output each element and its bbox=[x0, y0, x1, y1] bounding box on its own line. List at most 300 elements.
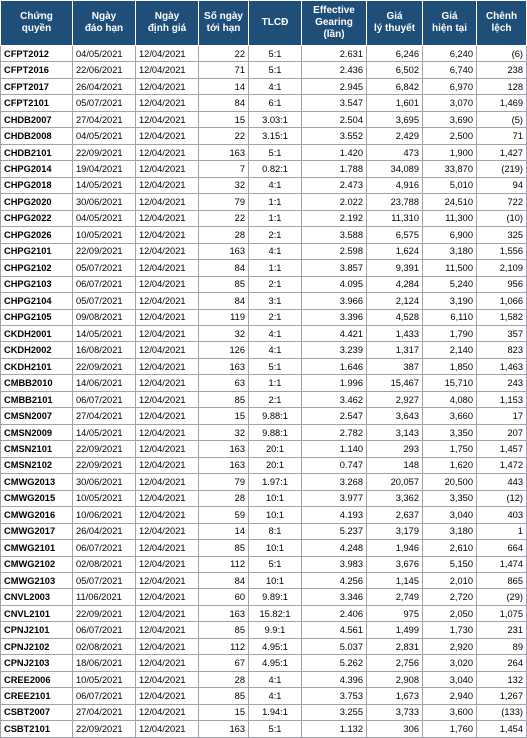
cell-theoretical-price: 3,676 bbox=[367, 556, 423, 572]
cell-warrant-code: CREE2006 bbox=[1, 671, 73, 687]
cell-current-price: 2,940 bbox=[423, 688, 477, 704]
cell-warrant-code: CHDB2008 bbox=[1, 128, 73, 144]
cell-maturity-date: 22/09/2021 bbox=[73, 144, 136, 160]
table-row bbox=[1, 507, 527, 523]
cell-price-difference: 325 bbox=[477, 227, 527, 243]
cell-days-to-maturity: 85 bbox=[199, 622, 249, 638]
cell-valuation-date: 12/04/2021 bbox=[136, 605, 199, 621]
cell-conversion-ratio: 1.97:1 bbox=[249, 474, 302, 490]
cell-theoretical-price: 306 bbox=[367, 721, 423, 737]
cell-warrant-code: CMSN2102 bbox=[1, 457, 73, 473]
cell-current-price: 3,660 bbox=[423, 408, 477, 424]
cell-days-to-maturity: 163 bbox=[199, 358, 249, 374]
cell-days-to-maturity: 32 bbox=[199, 424, 249, 440]
cell-conversion-ratio: 9.88:1 bbox=[249, 408, 302, 424]
cell-theoretical-price: 3,362 bbox=[367, 490, 423, 506]
cell-conversion-ratio: 4:1 bbox=[249, 325, 302, 341]
cell-valuation-date: 12/04/2021 bbox=[136, 325, 199, 341]
cell-price-difference: 89 bbox=[477, 638, 527, 654]
cell-conversion-ratio: 4.95:1 bbox=[249, 638, 302, 654]
cell-effective-gearing: 2.547 bbox=[302, 408, 367, 424]
cell-days-to-maturity: 32 bbox=[199, 177, 249, 193]
cell-days-to-maturity: 85 bbox=[199, 540, 249, 556]
cell-maturity-date: 22/09/2021 bbox=[73, 358, 136, 374]
table-row bbox=[1, 605, 527, 621]
cell-theoretical-price: 1,601 bbox=[367, 95, 423, 111]
cell-days-to-maturity: 85 bbox=[199, 688, 249, 704]
cell-theoretical-price: 975 bbox=[367, 605, 423, 621]
cell-effective-gearing: 4.248 bbox=[302, 540, 367, 556]
cell-conversion-ratio: 5:1 bbox=[249, 556, 302, 572]
cell-effective-gearing: 3.753 bbox=[302, 688, 367, 704]
cell-price-difference: 132 bbox=[477, 671, 527, 687]
cell-valuation-date: 12/04/2021 bbox=[136, 441, 199, 457]
cell-maturity-date: 18/06/2021 bbox=[73, 655, 136, 671]
cell-price-difference: (219) bbox=[477, 161, 527, 177]
cell-days-to-maturity: 28 bbox=[199, 671, 249, 687]
cell-current-price: 6,240 bbox=[423, 46, 477, 62]
cell-warrant-code: CMSN2007 bbox=[1, 408, 73, 424]
table-row bbox=[1, 540, 527, 556]
cell-maturity-date: 14/05/2021 bbox=[73, 424, 136, 440]
cell-warrant-code: CHPG2022 bbox=[1, 210, 73, 226]
table-row bbox=[1, 293, 527, 309]
cell-warrant-code: CMWG2013 bbox=[1, 474, 73, 490]
table-row bbox=[1, 276, 527, 292]
cell-price-difference: 865 bbox=[477, 573, 527, 589]
cell-warrant-code: CHPG2102 bbox=[1, 260, 73, 276]
cell-effective-gearing: 3.983 bbox=[302, 556, 367, 572]
cell-conversion-ratio: 8:1 bbox=[249, 523, 302, 539]
cell-current-price: 2,720 bbox=[423, 589, 477, 605]
cell-price-difference: (133) bbox=[477, 704, 527, 720]
cell-maturity-date: 06/07/2021 bbox=[73, 276, 136, 292]
table-row bbox=[1, 391, 527, 407]
cell-valuation-date: 12/04/2021 bbox=[136, 507, 199, 523]
table-row bbox=[1, 210, 527, 226]
cell-theoretical-price: 2,749 bbox=[367, 589, 423, 605]
cell-conversion-ratio: 4:1 bbox=[249, 177, 302, 193]
cell-conversion-ratio: 3:1 bbox=[249, 293, 302, 309]
cell-warrant-code: CMBB2101 bbox=[1, 391, 73, 407]
cell-valuation-date: 12/04/2021 bbox=[136, 391, 199, 407]
cell-conversion-ratio: 4:1 bbox=[249, 342, 302, 358]
cell-conversion-ratio: 15.82:1 bbox=[249, 605, 302, 621]
cell-current-price: 15,710 bbox=[423, 375, 477, 391]
cell-conversion-ratio: 1:1 bbox=[249, 210, 302, 226]
cell-price-difference: 231 bbox=[477, 622, 527, 638]
cell-maturity-date: 09/08/2021 bbox=[73, 309, 136, 325]
cell-price-difference: 1,427 bbox=[477, 144, 527, 160]
cell-effective-gearing: 1.646 bbox=[302, 358, 367, 374]
cell-price-difference: 443 bbox=[477, 474, 527, 490]
table-body bbox=[1, 46, 527, 738]
cell-maturity-date: 22/09/2021 bbox=[73, 721, 136, 737]
cell-maturity-date: 22/09/2021 bbox=[73, 243, 136, 259]
cell-current-price: 3,070 bbox=[423, 95, 477, 111]
cell-days-to-maturity: 163 bbox=[199, 605, 249, 621]
cell-valuation-date: 12/04/2021 bbox=[136, 704, 199, 720]
cell-effective-gearing: 3.255 bbox=[302, 704, 367, 720]
cell-conversion-ratio: 6:1 bbox=[249, 95, 302, 111]
cell-current-price: 1,900 bbox=[423, 144, 477, 160]
cell-theoretical-price: 2,756 bbox=[367, 655, 423, 671]
cell-effective-gearing: 1.996 bbox=[302, 375, 367, 391]
cell-conversion-ratio: 5:1 bbox=[249, 62, 302, 78]
cell-days-to-maturity: 163 bbox=[199, 441, 249, 457]
cell-current-price: 2,010 bbox=[423, 573, 477, 589]
cell-effective-gearing: 4.256 bbox=[302, 573, 367, 589]
cell-valuation-date: 12/04/2021 bbox=[136, 573, 199, 589]
cell-theoretical-price: 2,637 bbox=[367, 507, 423, 523]
cell-price-difference: 1,474 bbox=[477, 556, 527, 572]
cell-conversion-ratio: 9.88:1 bbox=[249, 424, 302, 440]
table-row bbox=[1, 78, 527, 94]
cell-theoretical-price: 4,284 bbox=[367, 276, 423, 292]
cell-days-to-maturity: 84 bbox=[199, 293, 249, 309]
cell-maturity-date: 19/04/2021 bbox=[73, 161, 136, 177]
cell-warrant-code: CMWG2103 bbox=[1, 573, 73, 589]
cell-days-to-maturity: 85 bbox=[199, 391, 249, 407]
cell-valuation-date: 12/04/2021 bbox=[136, 128, 199, 144]
table-row bbox=[1, 490, 527, 506]
table-row bbox=[1, 573, 527, 589]
cell-theoretical-price: 2,831 bbox=[367, 638, 423, 654]
cell-maturity-date: 02/08/2021 bbox=[73, 638, 136, 654]
cell-theoretical-price: 1,624 bbox=[367, 243, 423, 259]
cell-warrant-code: CHPG2105 bbox=[1, 309, 73, 325]
cell-valuation-date: 12/04/2021 bbox=[136, 408, 199, 424]
cell-warrant-code: CHPG2026 bbox=[1, 227, 73, 243]
cell-conversion-ratio: 1:1 bbox=[249, 260, 302, 276]
cell-maturity-date: 05/07/2021 bbox=[73, 95, 136, 111]
cell-current-price: 5,240 bbox=[423, 276, 477, 292]
cell-current-price: 1,750 bbox=[423, 441, 477, 457]
table-row bbox=[1, 243, 527, 259]
table-row bbox=[1, 161, 527, 177]
cell-days-to-maturity: 28 bbox=[199, 490, 249, 506]
cell-maturity-date: 02/08/2021 bbox=[73, 556, 136, 572]
cell-days-to-maturity: 79 bbox=[199, 474, 249, 490]
cell-effective-gearing: 2.406 bbox=[302, 605, 367, 621]
cell-effective-gearing: 1.420 bbox=[302, 144, 367, 160]
cell-valuation-date: 12/04/2021 bbox=[136, 490, 199, 506]
cell-conversion-ratio: 4:1 bbox=[249, 78, 302, 94]
cell-conversion-ratio: 3.03:1 bbox=[249, 111, 302, 127]
cell-conversion-ratio: 0.82:1 bbox=[249, 161, 302, 177]
table-row bbox=[1, 62, 527, 78]
cell-conversion-ratio: 3.15:1 bbox=[249, 128, 302, 144]
cell-price-difference: 823 bbox=[477, 342, 527, 358]
cell-effective-gearing: 4.193 bbox=[302, 507, 367, 523]
cell-effective-gearing: 3.547 bbox=[302, 95, 367, 111]
cell-theoretical-price: 3,733 bbox=[367, 704, 423, 720]
cell-effective-gearing: 3.588 bbox=[302, 227, 367, 243]
cell-days-to-maturity: 22 bbox=[199, 46, 249, 62]
cell-valuation-date: 12/04/2021 bbox=[136, 46, 199, 62]
cell-warrant-code: CKDH2002 bbox=[1, 342, 73, 358]
cell-maturity-date: 26/04/2021 bbox=[73, 78, 136, 94]
cell-price-difference: 264 bbox=[477, 655, 527, 671]
cell-days-to-maturity: 15 bbox=[199, 111, 249, 127]
cell-warrant-code: CMWG2102 bbox=[1, 556, 73, 572]
cell-price-difference: (10) bbox=[477, 210, 527, 226]
cell-current-price: 20,500 bbox=[423, 474, 477, 490]
cell-theoretical-price: 15,467 bbox=[367, 375, 423, 391]
cell-warrant-code: CHPG2101 bbox=[1, 243, 73, 259]
cell-price-difference: 1,556 bbox=[477, 243, 527, 259]
cell-current-price: 2,610 bbox=[423, 540, 477, 556]
cell-effective-gearing: 3.346 bbox=[302, 589, 367, 605]
table-row bbox=[1, 95, 527, 111]
table-row bbox=[1, 523, 527, 539]
column-header-maturity-date: Ngày đáo hạn bbox=[73, 1, 136, 46]
cell-price-difference: 1,457 bbox=[477, 441, 527, 457]
cell-effective-gearing: 1.132 bbox=[302, 721, 367, 737]
cell-theoretical-price: 6,502 bbox=[367, 62, 423, 78]
cell-days-to-maturity: 67 bbox=[199, 655, 249, 671]
cell-effective-gearing: 5.237 bbox=[302, 523, 367, 539]
cell-warrant-code: CFPT2017 bbox=[1, 78, 73, 94]
cell-theoretical-price: 2,124 bbox=[367, 293, 423, 309]
table-row bbox=[1, 342, 527, 358]
cell-warrant-code: CNVL2101 bbox=[1, 605, 73, 621]
table-row bbox=[1, 424, 527, 440]
table-row bbox=[1, 227, 527, 243]
cell-valuation-date: 12/04/2021 bbox=[136, 457, 199, 473]
cell-maturity-date: 22/09/2021 bbox=[73, 441, 136, 457]
cell-maturity-date: 22/09/2021 bbox=[73, 457, 136, 473]
cell-current-price: 3,040 bbox=[423, 671, 477, 687]
cell-conversion-ratio: 2:1 bbox=[249, 391, 302, 407]
cell-warrant-code: CHPG2020 bbox=[1, 194, 73, 210]
cell-effective-gearing: 2.022 bbox=[302, 194, 367, 210]
cell-days-to-maturity: 163 bbox=[199, 457, 249, 473]
table-row bbox=[1, 474, 527, 490]
cell-days-to-maturity: 22 bbox=[199, 128, 249, 144]
cell-current-price: 5,010 bbox=[423, 177, 477, 193]
cell-valuation-date: 12/04/2021 bbox=[136, 227, 199, 243]
cell-effective-gearing: 3.239 bbox=[302, 342, 367, 358]
cell-price-difference: 1,469 bbox=[477, 95, 527, 111]
cell-maturity-date: 30/06/2021 bbox=[73, 194, 136, 210]
cell-effective-gearing: 0.747 bbox=[302, 457, 367, 473]
column-header-theoretical-price: Giá lý thuyết bbox=[367, 1, 423, 46]
cell-theoretical-price: 2,908 bbox=[367, 671, 423, 687]
cell-valuation-date: 12/04/2021 bbox=[136, 342, 199, 358]
cell-maturity-date: 04/05/2021 bbox=[73, 210, 136, 226]
cell-current-price: 3,600 bbox=[423, 704, 477, 720]
cell-maturity-date: 10/05/2021 bbox=[73, 227, 136, 243]
cell-maturity-date: 05/07/2021 bbox=[73, 293, 136, 309]
cell-days-to-maturity: 84 bbox=[199, 573, 249, 589]
cell-effective-gearing: 3.966 bbox=[302, 293, 367, 309]
cell-maturity-date: 06/07/2021 bbox=[73, 622, 136, 638]
cell-conversion-ratio: 5:1 bbox=[249, 46, 302, 62]
cell-theoretical-price: 3,179 bbox=[367, 523, 423, 539]
cell-theoretical-price: 1,145 bbox=[367, 573, 423, 589]
cell-conversion-ratio: 10:1 bbox=[249, 490, 302, 506]
cell-conversion-ratio: 2:1 bbox=[249, 309, 302, 325]
cell-days-to-maturity: 59 bbox=[199, 507, 249, 523]
cell-days-to-maturity: 163 bbox=[199, 144, 249, 160]
cell-warrant-code: CMWG2101 bbox=[1, 540, 73, 556]
table-row bbox=[1, 622, 527, 638]
cell-effective-gearing: 5.037 bbox=[302, 638, 367, 654]
cell-price-difference: 1,454 bbox=[477, 721, 527, 737]
cell-effective-gearing: 2.631 bbox=[302, 46, 367, 62]
cell-valuation-date: 12/04/2021 bbox=[136, 260, 199, 276]
cell-maturity-date: 04/05/2021 bbox=[73, 46, 136, 62]
cell-days-to-maturity: 71 bbox=[199, 62, 249, 78]
cell-valuation-date: 12/04/2021 bbox=[136, 622, 199, 638]
cell-theoretical-price: 9,391 bbox=[367, 260, 423, 276]
cell-warrant-code: CMWG2016 bbox=[1, 507, 73, 523]
cell-price-difference: 207 bbox=[477, 424, 527, 440]
cell-current-price: 3,190 bbox=[423, 293, 477, 309]
cell-maturity-date: 27/04/2021 bbox=[73, 704, 136, 720]
cell-valuation-date: 12/04/2021 bbox=[136, 78, 199, 94]
cell-valuation-date: 12/04/2021 bbox=[136, 161, 199, 177]
column-header-conversion-ratio: TLCĐ bbox=[249, 1, 302, 46]
cell-price-difference: 1,066 bbox=[477, 293, 527, 309]
column-header-effective-gearing: Effective Gearing (lần) bbox=[302, 1, 367, 46]
cell-warrant-code: CHDB2101 bbox=[1, 144, 73, 160]
cell-warrant-code: CPNJ2102 bbox=[1, 638, 73, 654]
cell-days-to-maturity: 84 bbox=[199, 260, 249, 276]
cell-price-difference: 1 bbox=[477, 523, 527, 539]
cell-warrant-code: CHPG2104 bbox=[1, 293, 73, 309]
cell-price-difference: 403 bbox=[477, 507, 527, 523]
table-row bbox=[1, 556, 527, 572]
cell-current-price: 3,040 bbox=[423, 507, 477, 523]
cell-effective-gearing: 3.857 bbox=[302, 260, 367, 276]
cell-warrant-code: CMSN2009 bbox=[1, 424, 73, 440]
cell-warrant-code: CFPT2016 bbox=[1, 62, 73, 78]
cell-valuation-date: 12/04/2021 bbox=[136, 243, 199, 259]
cell-maturity-date: 27/04/2021 bbox=[73, 408, 136, 424]
cell-warrant-code: CKDH2001 bbox=[1, 325, 73, 341]
cell-maturity-date: 05/07/2021 bbox=[73, 260, 136, 276]
cell-warrant-code: CHPG2018 bbox=[1, 177, 73, 193]
cell-current-price: 4,080 bbox=[423, 391, 477, 407]
cell-valuation-date: 12/04/2021 bbox=[136, 309, 199, 325]
cell-valuation-date: 12/04/2021 bbox=[136, 293, 199, 309]
cell-warrant-code: CHPG2014 bbox=[1, 161, 73, 177]
cell-conversion-ratio: 10:1 bbox=[249, 507, 302, 523]
table-row bbox=[1, 144, 527, 160]
cell-conversion-ratio: 4.95:1 bbox=[249, 655, 302, 671]
cell-price-difference: 1,582 bbox=[477, 309, 527, 325]
cell-valuation-date: 12/04/2021 bbox=[136, 589, 199, 605]
cell-effective-gearing: 1.788 bbox=[302, 161, 367, 177]
cell-price-difference: 664 bbox=[477, 540, 527, 556]
cell-days-to-maturity: 85 bbox=[199, 276, 249, 292]
cell-maturity-date: 06/07/2021 bbox=[73, 391, 136, 407]
cell-current-price: 2,500 bbox=[423, 128, 477, 144]
cell-conversion-ratio: 5:1 bbox=[249, 721, 302, 737]
cell-maturity-date: 16/08/2021 bbox=[73, 342, 136, 358]
cell-price-difference: 1,075 bbox=[477, 605, 527, 621]
table-row bbox=[1, 457, 527, 473]
cell-maturity-date: 10/05/2021 bbox=[73, 671, 136, 687]
cell-current-price: 11,500 bbox=[423, 260, 477, 276]
cell-effective-gearing: 3.396 bbox=[302, 309, 367, 325]
table-row bbox=[1, 655, 527, 671]
cell-conversion-ratio: 20:1 bbox=[249, 457, 302, 473]
cell-price-difference: 128 bbox=[477, 78, 527, 94]
column-header-days-to-maturity: Số ngày tới hạn bbox=[199, 1, 249, 46]
cell-valuation-date: 12/04/2021 bbox=[136, 556, 199, 572]
table-row bbox=[1, 260, 527, 276]
cell-maturity-date: 27/04/2021 bbox=[73, 111, 136, 127]
cell-effective-gearing: 5.262 bbox=[302, 655, 367, 671]
cell-theoretical-price: 1,317 bbox=[367, 342, 423, 358]
cell-price-difference: 238 bbox=[477, 62, 527, 78]
cell-conversion-ratio: 1:1 bbox=[249, 375, 302, 391]
cell-valuation-date: 12/04/2021 bbox=[136, 671, 199, 687]
cell-current-price: 1,620 bbox=[423, 457, 477, 473]
cell-maturity-date: 04/05/2021 bbox=[73, 128, 136, 144]
cell-conversion-ratio: 20:1 bbox=[249, 441, 302, 457]
cell-effective-gearing: 2.945 bbox=[302, 78, 367, 94]
cell-maturity-date: 06/07/2021 bbox=[73, 540, 136, 556]
cell-current-price: 1,790 bbox=[423, 325, 477, 341]
cell-price-difference: (29) bbox=[477, 589, 527, 605]
table-row bbox=[1, 638, 527, 654]
cell-current-price: 6,740 bbox=[423, 62, 477, 78]
cell-valuation-date: 12/04/2021 bbox=[136, 210, 199, 226]
cell-conversion-ratio: 1.94:1 bbox=[249, 704, 302, 720]
cell-current-price: 6,970 bbox=[423, 78, 477, 94]
cell-effective-gearing: 3.462 bbox=[302, 391, 367, 407]
cell-warrant-code: CPNJ2103 bbox=[1, 655, 73, 671]
cell-days-to-maturity: 14 bbox=[199, 78, 249, 94]
cell-conversion-ratio: 5:1 bbox=[249, 144, 302, 160]
cell-effective-gearing: 4.421 bbox=[302, 325, 367, 341]
cell-effective-gearing: 3.977 bbox=[302, 490, 367, 506]
table-row bbox=[1, 704, 527, 720]
cell-warrant-code: CFPT2101 bbox=[1, 95, 73, 111]
cell-valuation-date: 12/04/2021 bbox=[136, 638, 199, 654]
table-row bbox=[1, 408, 527, 424]
cell-current-price: 3,690 bbox=[423, 111, 477, 127]
cell-current-price: 3,180 bbox=[423, 523, 477, 539]
cell-current-price: 1,760 bbox=[423, 721, 477, 737]
cell-theoretical-price: 1,433 bbox=[367, 325, 423, 341]
cell-valuation-date: 12/04/2021 bbox=[136, 62, 199, 78]
cell-maturity-date: 10/05/2021 bbox=[73, 490, 136, 506]
cell-current-price: 24,510 bbox=[423, 194, 477, 210]
cell-theoretical-price: 23,788 bbox=[367, 194, 423, 210]
cell-price-difference: 1,472 bbox=[477, 457, 527, 473]
cell-valuation-date: 12/04/2021 bbox=[136, 358, 199, 374]
cell-conversion-ratio: 4:1 bbox=[249, 243, 302, 259]
cell-theoretical-price: 473 bbox=[367, 144, 423, 160]
cell-days-to-maturity: 7 bbox=[199, 161, 249, 177]
cell-valuation-date: 12/04/2021 bbox=[136, 540, 199, 556]
cell-effective-gearing: 3.268 bbox=[302, 474, 367, 490]
cell-theoretical-price: 4,916 bbox=[367, 177, 423, 193]
cell-theoretical-price: 6,246 bbox=[367, 46, 423, 62]
cell-effective-gearing: 3.552 bbox=[302, 128, 367, 144]
cell-theoretical-price: 6,842 bbox=[367, 78, 423, 94]
cell-price-difference: 357 bbox=[477, 325, 527, 341]
cell-days-to-maturity: 126 bbox=[199, 342, 249, 358]
cell-theoretical-price: 20,057 bbox=[367, 474, 423, 490]
cell-maturity-date: 10/06/2021 bbox=[73, 507, 136, 523]
column-header-price-difference: Chênh lệch bbox=[477, 1, 527, 46]
